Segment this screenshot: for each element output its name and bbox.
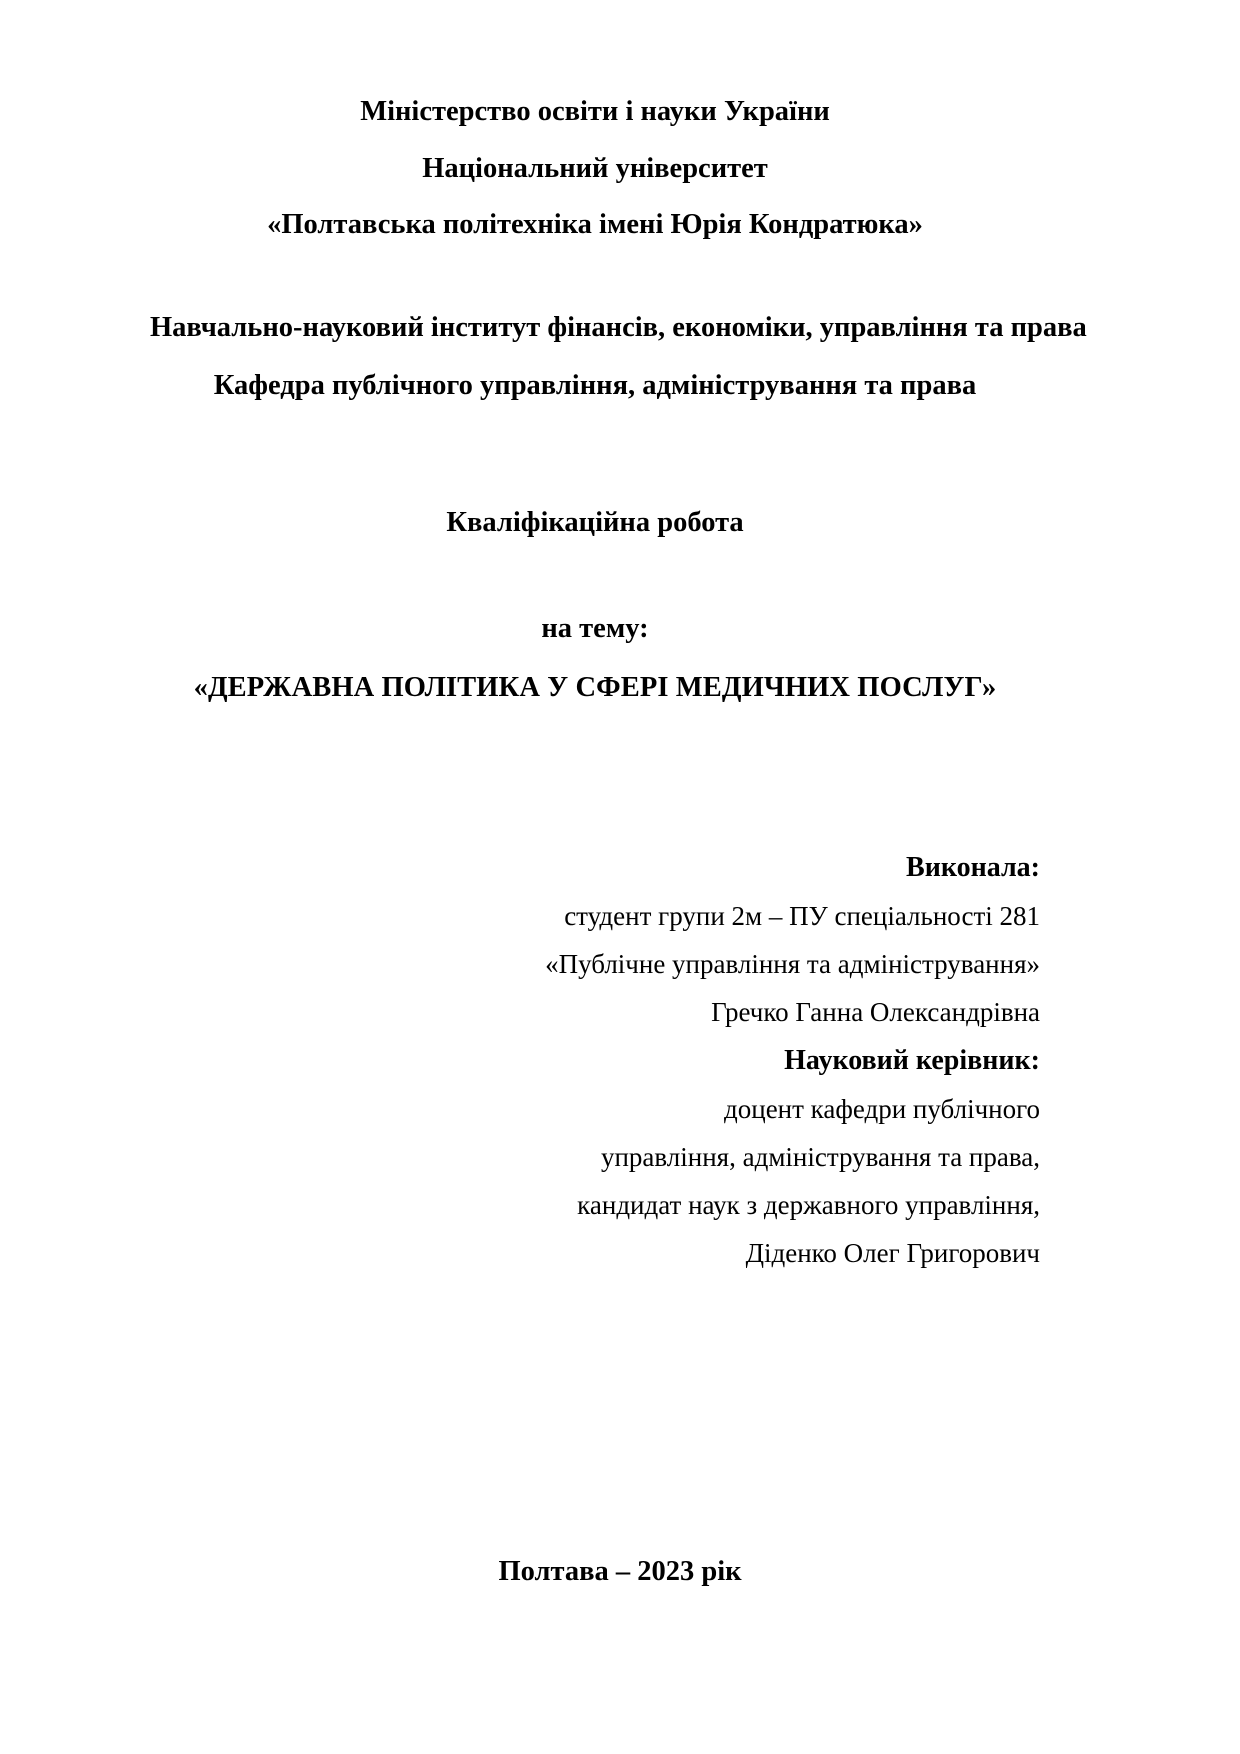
supervisor-position-line-1: доцент кафедри публічного <box>724 1094 1040 1124</box>
page-content <box>150 0 1087 1754</box>
topic-label-block <box>150 615 1040 644</box>
ministry-line: Міністерство освіти і науки України <box>360 96 830 127</box>
work-type-block <box>150 506 1040 538</box>
author-role-label: Виконала: <box>906 852 1040 883</box>
author-group-line: студент групи 2м – ПУ спеціальності 281 <box>564 901 1040 931</box>
university-line-1: Національний університет <box>422 152 768 184</box>
supervisor-degree-line: кандидат наук з державного управління, <box>577 1190 1040 1220</box>
department-line: Кафедра публічного управління, адміністрування та права <box>213 370 977 401</box>
topic-label: на тему: <box>541 613 649 644</box>
author-program-line: «Публічне управління та адміністрування» <box>545 949 1040 979</box>
footer-block <box>0 1555 1240 1587</box>
work-type-label: Кваліфікаційна робота <box>446 506 744 538</box>
credits-block <box>150 854 1040 1267</box>
organization-block <box>150 0 1040 240</box>
supervisor-position-line-2: управління, адміністрування та права, <box>600 1142 1040 1172</box>
supervisor-role-label: Науковий керівник: <box>784 1045 1040 1076</box>
page-title: «ДЕРЖАВНА ПОЛІТИКА У СФЕРІ МЕДИЧНИХ ПОСЛУГ» <box>193 671 997 703</box>
supervisor-name: Діденко Олег Григорович <box>745 1238 1040 1268</box>
unit-block <box>150 311 1087 401</box>
institute-line: Навчально-науковий інститут фінансів, економіки, управління та права <box>150 311 1087 343</box>
author-name: Гречко Ганна Олександрівна <box>711 997 1040 1027</box>
place-year-line: Полтава – 2023 рік <box>498 1555 742 1587</box>
university-line-2: «Полтавська політехніка імені Юрія Кондратюка» <box>267 209 923 240</box>
topic-title-block <box>150 671 1040 703</box>
